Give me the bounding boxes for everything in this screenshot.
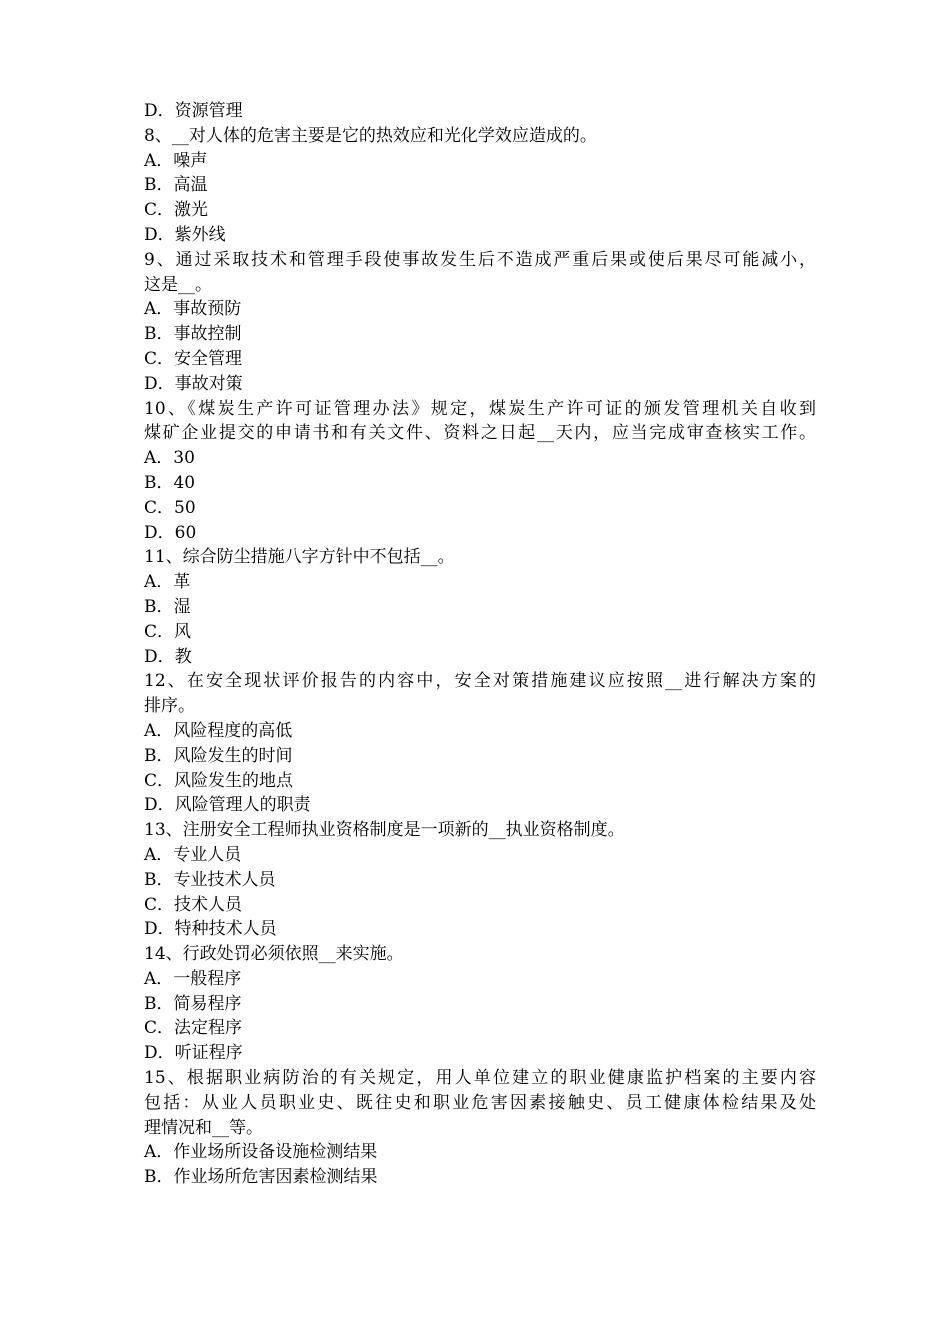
text-line: 15、根据职业病防治的有关规定，用人单位建立的职业健康监护档案的主要内容 <box>144 1068 816 1089</box>
text-line: 这是__。 <box>144 274 212 295</box>
text-line: B．40 <box>144 472 196 493</box>
text-line: C．技术人员 <box>144 894 243 915</box>
text-line: A．噪声 <box>144 150 208 171</box>
text-line: B．高温 <box>144 175 208 196</box>
text-line: C．风险发生的地点 <box>144 770 294 791</box>
text-line: 13、注册安全工程师执业资格制度是一项新的__执业资格制度。 <box>144 820 625 841</box>
text-line: 排序。 <box>144 696 195 717</box>
text-line: B．事故控制 <box>144 324 242 345</box>
text-line: 理情况和__等。 <box>144 1117 263 1138</box>
text-line: 包括：从业人员职业史、既往史和职业危害因素接触史、员工健康体检结果及处 <box>144 1092 816 1113</box>
text-line: 9、通过采取技术和管理手段使事故发生后不造成严重后果或使后果尽可能减小， <box>144 249 816 270</box>
text-line: A．革 <box>144 572 191 593</box>
text-line: B．作业场所危害因素检测结果 <box>144 1167 378 1188</box>
text-line: D．事故对策 <box>144 373 243 394</box>
text-line: 煤矿企业提交的申请书和有关文件、资料之日起__天内，应当完成审查核实工作。 <box>144 423 816 444</box>
text-line: D．紫外线 <box>144 224 226 245</box>
text-line: C．50 <box>144 497 196 518</box>
text-line: D．60 <box>144 522 197 543</box>
text-line: A．事故预防 <box>144 299 242 320</box>
text-line: D．教 <box>144 646 192 667</box>
text-line: 11、综合防尘措施八字方针中不包括__。 <box>144 547 455 568</box>
text-line: C．安全管理 <box>144 348 243 369</box>
text-line: A．一般程序 <box>144 968 242 989</box>
text-line: C．激光 <box>144 200 209 221</box>
text-line: 10、《煤炭生产许可证管理办法》规定，煤炭生产许可证的颁发管理机关自收到 <box>144 398 816 419</box>
text-line: A．作业场所设备设施检测结果 <box>144 1142 378 1163</box>
text-line: D．特种技术人员 <box>144 919 277 940</box>
text-line: D．风险管理人的职责 <box>144 795 311 816</box>
text-line: 14、行政处罚必须依照__来实施。 <box>144 944 404 965</box>
text-line: 8、__对人体的危害主要是它的热效应和光化学效应造成的。 <box>144 125 597 146</box>
text-line: B．专业技术人员 <box>144 869 276 890</box>
text-line: A．专业人员 <box>144 844 242 865</box>
text-line: B．简易程序 <box>144 993 242 1014</box>
text-line: D．听证程序 <box>144 1043 243 1064</box>
text-line: A．风险程度的高低 <box>144 720 293 741</box>
text-line: C．法定程序 <box>144 1018 243 1039</box>
text-line: B．湿 <box>144 596 191 617</box>
text-line: A．30 <box>144 448 195 469</box>
text-line: 12、在安全现状评价报告的内容中，安全对策措施建议应按照__进行解决方案的 <box>144 671 816 692</box>
text-line: D．资源管理 <box>144 101 243 121</box>
text-line: C．风 <box>144 621 192 642</box>
text-line: B．风险发生的时间 <box>144 745 293 766</box>
question-list <box>144 99 816 1190</box>
